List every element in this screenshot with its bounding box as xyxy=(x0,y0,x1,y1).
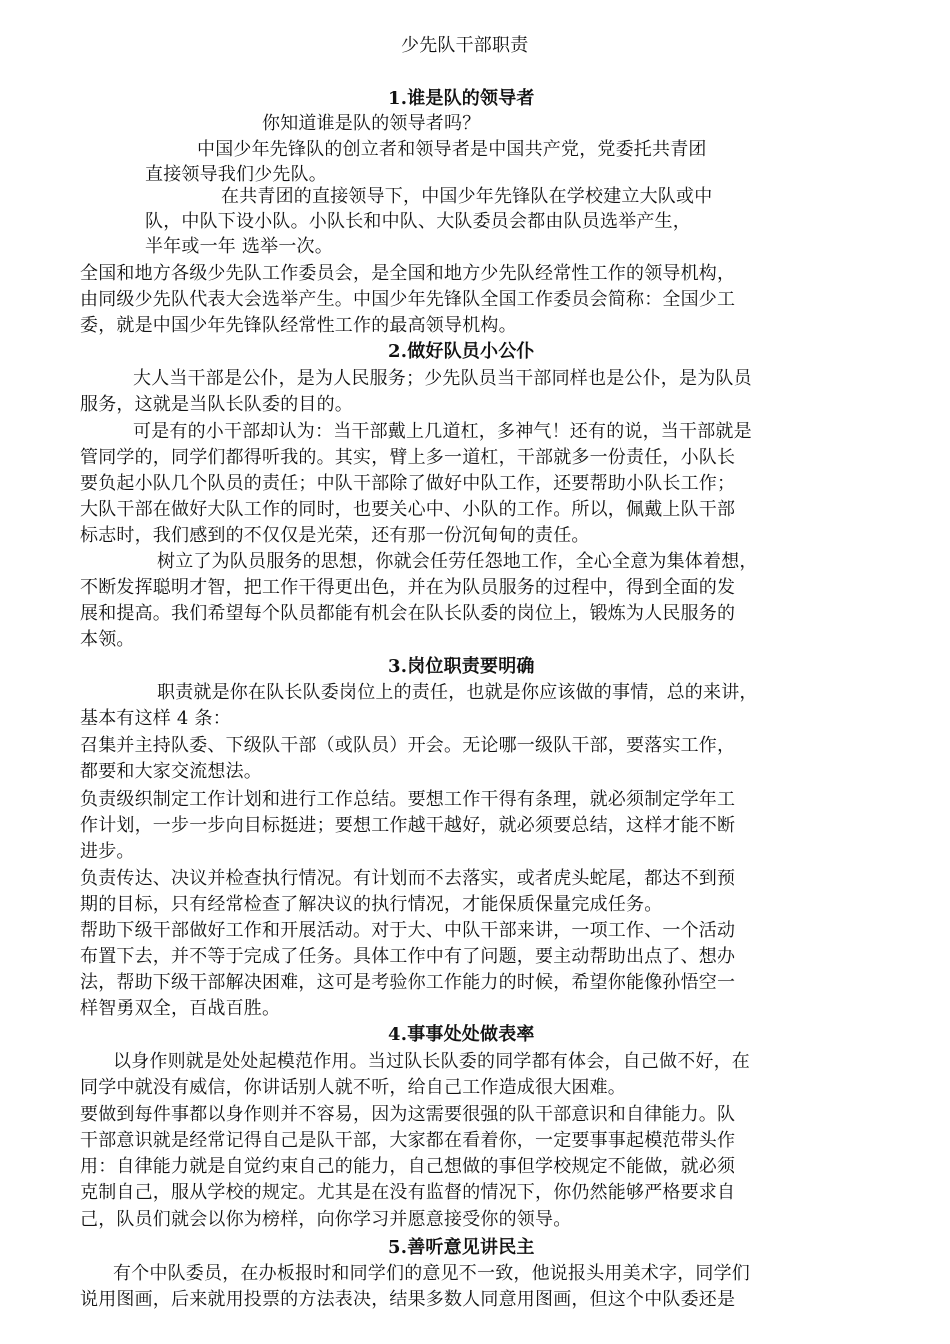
paragraph-line: 以身作则就是处处起模范作用。当过队长队委的同学都有体会，自己做不好，在 xyxy=(113,1051,750,1072)
paragraph-line: 要做到每件事都以身作则并不容易，因为这需要很强的队干部意识和自律能力。队 xyxy=(80,1104,736,1125)
paragraph-line: 样智勇双全，百战百胜。 xyxy=(80,998,281,1019)
paragraph-line: 你知道谁是队的领导者吗？ xyxy=(262,113,481,134)
paragraph-line: 管同学的，同学们都得听我的。其实，臂上多一道杠，干部就多一份责任，小队长 xyxy=(80,447,736,468)
paragraph-line: 展和提高。我们希望每个队员都能有机会在队长队委的岗位上，锻炼为人民服务的 xyxy=(80,603,736,624)
section-heading-1: 1.谁是队的领导者 xyxy=(388,88,535,109)
paragraph-line: 服务，这就是当队长队委的目的。 xyxy=(80,394,353,415)
paragraph-line: 克制自己，服从学校的规定。尤其是在没有监督的情况下，你仍然能够严格要求自 xyxy=(80,1182,736,1203)
paragraph-line: 进步。 xyxy=(80,841,135,862)
paragraph-line: 布置下去，并不等于完成了任务。具体工作中有了问题，要主动帮助出点了、想办 xyxy=(80,946,736,967)
paragraph-line: 委，就是中国少年先锋队经常性工作的最高领导机构。 xyxy=(80,315,517,336)
paragraph-line: 直接领导我们少先队。 xyxy=(145,164,327,185)
paragraph-line: 干部意识就是经常记得自己是队干部，大家都在看着你，一定要事事起模范带头作 xyxy=(80,1130,736,1151)
paragraph-line: 职责就是你在队长队委岗位上的责任，也就是你应该做的事情，总的来讲， xyxy=(157,682,758,703)
paragraph-line: 作计划，一步一步向目标挺进；要想工作越干越好，就必须要总结，这样才能不断 xyxy=(80,815,736,836)
paragraph-line: 法，帮助下级干部解决困难，这可是考验你工作能力的时候，希望你能像孙悟空一 xyxy=(80,972,736,993)
paragraph-line: 说用图画，后来就用投票的方法表决，结果多数人同意用图画，但这个中队委还是 xyxy=(80,1289,736,1310)
paragraph-line: 本领。 xyxy=(80,629,135,650)
paragraph-line: 基本有这样 4 条： xyxy=(80,708,231,729)
paragraph-line: 标志时，我们感到的不仅仅是光荣，还有那一份沉甸甸的责任。 xyxy=(80,525,590,546)
paragraph-line: 期的目标，只有经常检查了解决议的执行情况，才能保质保量完成任务。 xyxy=(80,894,663,915)
paragraph-line: 不断发挥聪明才智，把工作干得更出色，并在为队员服务的过程中，得到全面的发 xyxy=(80,577,736,598)
paragraph-line: 要负起小队几个队员的责任；中队干部除了做好中队工作，还要帮助小队长工作； xyxy=(80,473,736,494)
paragraph-line: 树立了为队员服务的思想，你就会任劳任怨地工作，全心全意为集体着想， xyxy=(157,551,758,572)
paragraph-line: 帮助下级干部做好工作和开展活动。对于大、中队干部来讲，一项工作、一个活动 xyxy=(80,920,736,941)
paragraph-line: 用：自律能力就是自觉约束自己的能力，自己想做的事但学校规定不能做，就必须 xyxy=(80,1156,736,1177)
paragraph-line: 大人当干部是公仆，是为人民服务；少先队员当干部同样也是公仆，是为队员 xyxy=(133,368,752,389)
paragraph-line: 负责传达、决议并检查执行情况。有计划而不去落实，或者虎头蛇尾，都达不到预 xyxy=(80,868,736,889)
document-title: 少先队干部职责 xyxy=(401,35,529,56)
paragraph-line: 都要和大家交流想法。 xyxy=(80,761,262,782)
paragraph-line: 半年或一年 选举一次。 xyxy=(145,236,333,257)
paragraph-line: 由同级少先队代表大会选举产生。中国少年先锋队全国工作委员会简称：全国少工 xyxy=(80,289,736,310)
paragraph-line: 召集并主持队委、下级队干部（或队员）开会。无论哪一级队干部，要落实工作， xyxy=(80,735,736,756)
paragraph-line: 大队干部在做好大队工作的同时，也要关心中、小队的工作。所以，佩戴上队干部 xyxy=(80,499,736,520)
paragraph-line: 有个中队委员，在办板报时和同学们的意见不一致，他说报头用美术字，同学们 xyxy=(113,1263,750,1284)
paragraph-line: 在共青团的直接领导下，中国少年先锋队在学校建立大队或中 xyxy=(221,186,713,207)
paragraph-line: 全国和地方各级少先队工作委员会，是全国和地方少先队经常性工作的领导机构， xyxy=(80,263,736,284)
section-heading-5: 5.善听意见讲民主 xyxy=(388,1237,535,1258)
paragraph-line: 同学中就没有威信，你讲话别人就不听，给自己工作造成很大困难。 xyxy=(80,1077,626,1098)
paragraph-line: 负责级织制定工作计划和进行工作总结。要想工作干得有条理，就必须制定学年工 xyxy=(80,789,736,810)
paragraph-line: 己，队员们就会以你为榜样，向你学习并愿意接受你的领导。 xyxy=(80,1209,572,1230)
paragraph-line: 中国少年先锋队的创立者和领导者是中国共产党，党委托共青团 xyxy=(197,139,707,160)
paragraph-line: 可是有的小干部却认为：当干部戴上几道杠，多神气！还有的说，当干部就是 xyxy=(133,421,752,442)
section-heading-2: 2.做好队员小公仆 xyxy=(388,341,535,362)
section-heading-4: 4.事事处处做表率 xyxy=(388,1024,535,1045)
paragraph-line: 队，中队下设小队。小队长和中队、大队委员会都由队员选举产生， xyxy=(145,211,691,232)
section-heading-3: 3.岗位职责要明确 xyxy=(388,656,535,677)
